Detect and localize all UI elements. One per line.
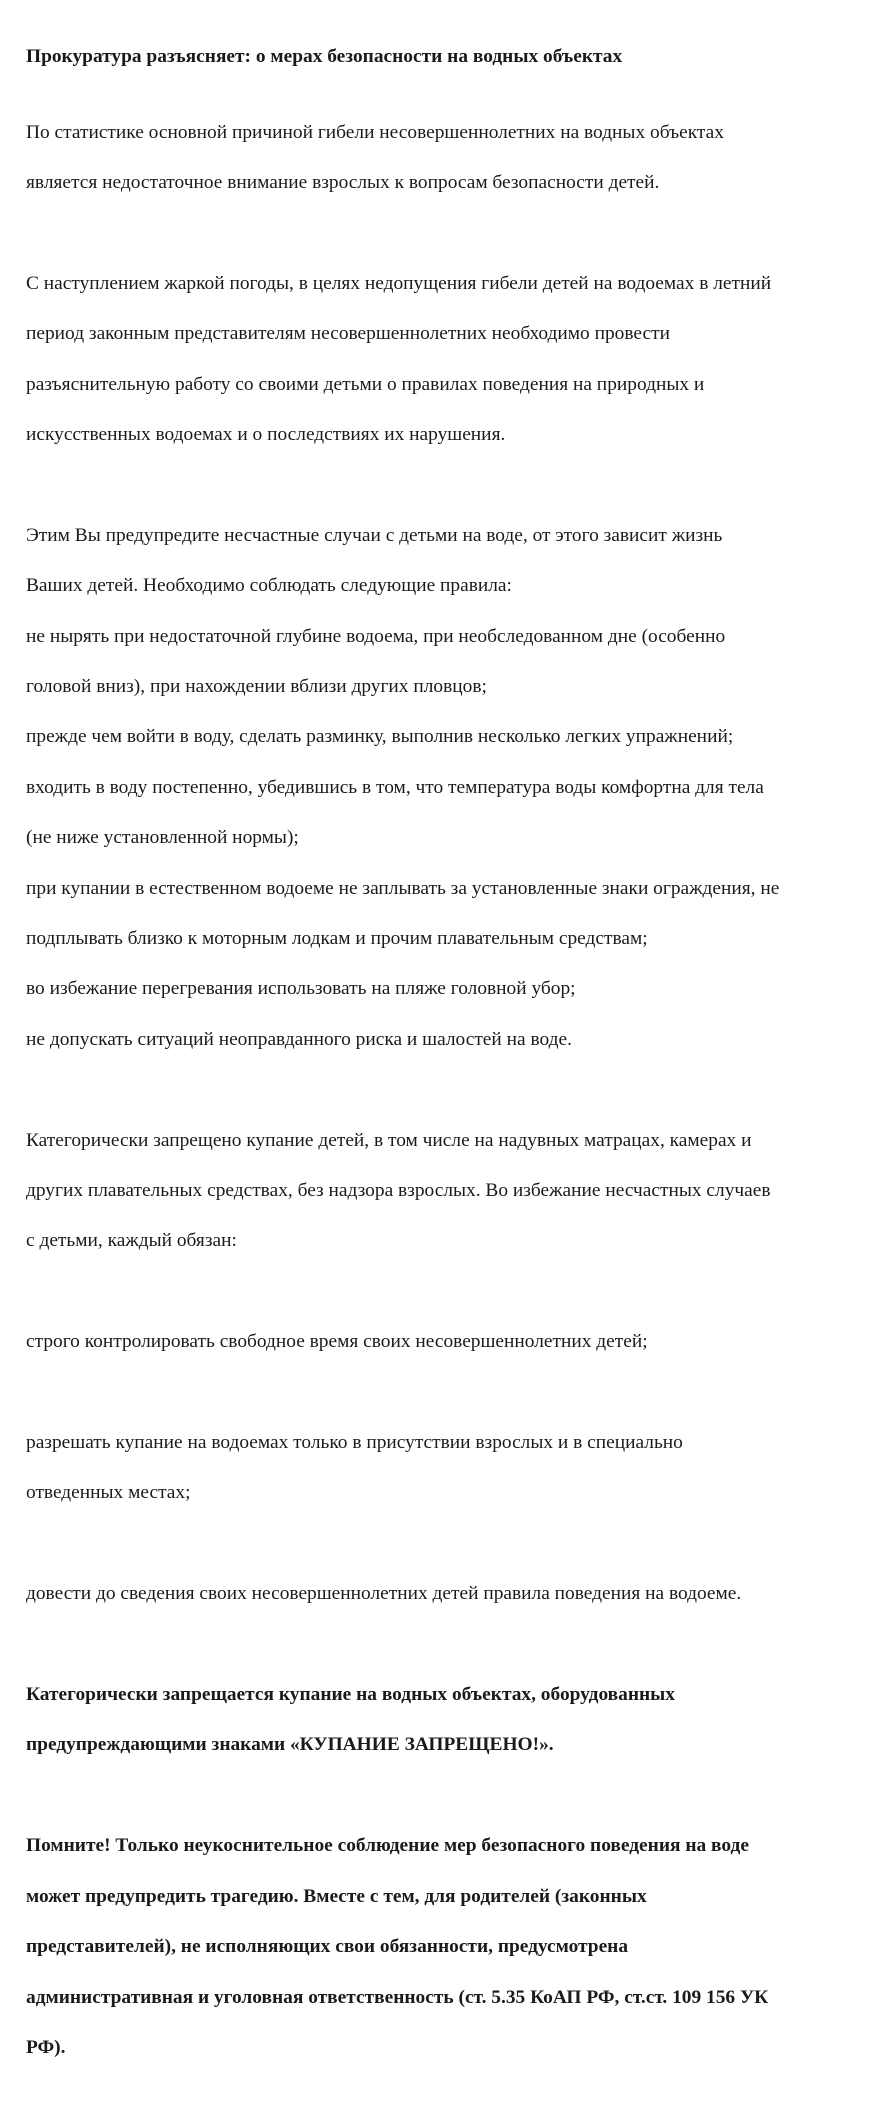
text-line: при купании в естественном водоеме не заплывать за установленные знаки ограждения, не	[26, 877, 780, 899]
text-line: административная и уголовная ответственность (ст. 5.35 КоАП РФ, ст.ст. 109 156 УК	[26, 1986, 769, 2008]
text-line: с детьми, каждый обязан:	[26, 1230, 237, 1252]
text-line: строго контролировать свободное время своих несовершеннолетних детей;	[26, 1331, 648, 1353]
text-line: прежде чем войти в воду, сделать разминку, выполнив несколько легких упражнений;	[26, 726, 734, 748]
text-line: Категорически запрещается купание на водных объектах, оборудованных	[26, 1684, 676, 1706]
text-line: По статистике основной причиной гибели несовершеннолетних на водных объектах	[26, 121, 724, 143]
text-line: является недостаточное внимание взрослых к вопросам безопасности детей.	[26, 172, 660, 193]
paragraph-warning-signs	[26, 1657, 876, 1783]
paragraph-summer	[26, 246, 876, 473]
text-line: представителей), не исполняющих свои обязанности, предусмотрена	[26, 1936, 629, 1958]
paragraph-inform	[26, 1556, 876, 1632]
text-line: разрешать купание на водоемах только в присутствии взрослых и в специально	[26, 1432, 683, 1454]
paragraph-remember	[26, 1808, 876, 2085]
text-line: РФ).	[26, 2036, 66, 2058]
text-line: искусственных водоемах и о последствиях их нарушения.	[26, 424, 506, 446]
paragraph-control	[26, 1304, 876, 1380]
text-line: период законным представителям несовершеннолетних необходимо провести	[26, 323, 670, 345]
text-line: входить в воду постепенно, убедившись в том, что температура воды комфортна для тела	[26, 776, 764, 798]
text-line: Этим Вы предупредите несчастные случаи с детьми на воде, от этого зависит жизнь	[26, 524, 723, 546]
paragraph-prohibited	[26, 1102, 876, 1278]
text-line: других плавательных средствах, без надзора взрослых. Во избежание несчастных случаев	[26, 1180, 771, 1202]
text-line: не допускать ситуаций неоправданного риска и шалостей на воде.	[26, 1028, 572, 1050]
text-line: довести до сведения своих несовершеннолетних детей правила поведения на водоеме.	[26, 1583, 742, 1605]
text-line: Категорически запрещено купание детей, в том числе на надувных матрацах, камерах и	[26, 1129, 752, 1151]
text-line: С наступлением жаркой погоды, в целях недопущения гибели детей на водоемах в летний	[26, 272, 772, 294]
paragraph-statistics	[26, 94, 876, 220]
document-body	[26, 44, 876, 2111]
text-line: не нырять при недостаточной глубине водоема, при необследованном дне (особенно	[26, 625, 726, 647]
text-line: может предупредить трагедию. Вместе с тем, для родителей (законных	[26, 1885, 647, 1907]
text-line: (не ниже установленной нормы);	[26, 827, 299, 849]
text-line: головой вниз), при нахождении вблизи других пловцов;	[26, 676, 487, 698]
text-line: во избежание перегревания использовать на пляже головной убор;	[26, 978, 576, 1000]
text-line: предупреждающими знаками «КУПАНИЕ ЗАПРЕЩЕНО!».	[26, 1734, 554, 1756]
text-line: разъяснительную работу со своими детьми о правилах поведения на природных и	[26, 373, 705, 395]
text-line: подплывать близко к моторным лодкам и прочим плавательным средствам;	[26, 928, 648, 950]
text-line: Ваших детей. Необходимо соблюдать следующие правила:	[26, 575, 512, 597]
paragraph-allow	[26, 1405, 876, 1531]
text-line: Помните! Только неукоснительное соблюдение мер безопасного поведения на воде	[26, 1835, 749, 1857]
document-title: Прокуратура разъясняет: о мерах безопасности на водных объектах	[26, 46, 623, 67]
text-line: отведенных местах;	[26, 1482, 191, 1504]
paragraph-rules	[26, 498, 876, 1078]
